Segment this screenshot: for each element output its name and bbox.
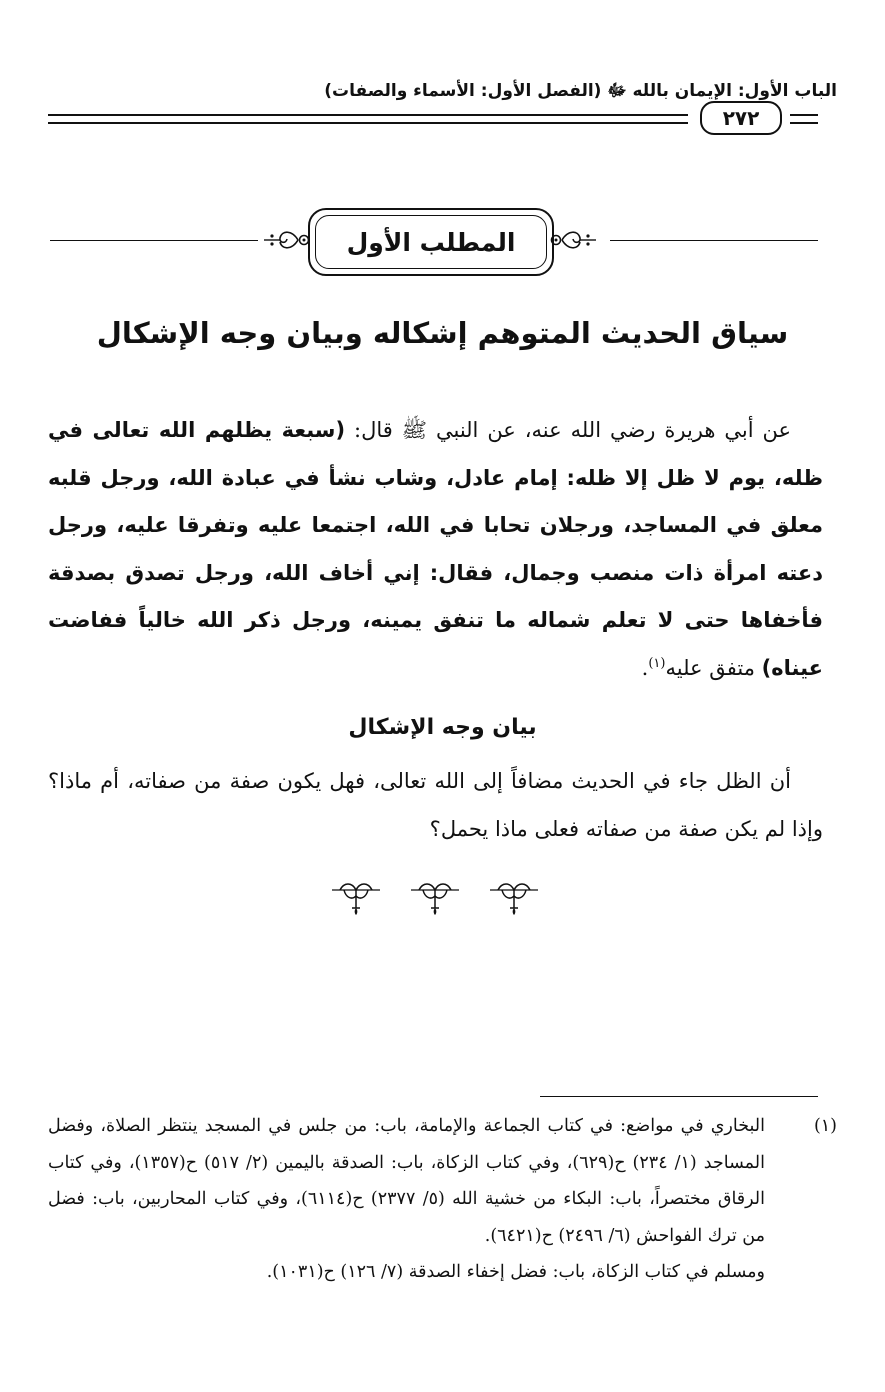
header-double-rule bbox=[48, 114, 688, 124]
hadith-paragraph bbox=[48, 407, 823, 692]
hadith-text: (سبعة يظلهم الله تعالى في ظله، يوم لا ظل إلا ظله: إمام عادل، وشاب نشأ في عبادة الله، ورجل قلبه معلق في المساجد، ورجلان تحابا في الله، اجتمعا عليه وتفرقا عليه، ورجل دعته امرأة ذات منصب وجمال، فقال: إني أخاف الله، ورجل تصدق بصدقة فأخفاها حتى لا تعلم شماله ما تنفق يمينه، ورجل ذكر الله خالياً ففاضت عيناه) bbox=[48, 418, 823, 680]
section-banner-inner bbox=[315, 215, 547, 269]
footnotes bbox=[48, 1108, 837, 1291]
footnote-rule bbox=[540, 1096, 818, 1097]
hadith-outro: متفق عليه bbox=[665, 655, 762, 680]
banner-title: المطلب الأول bbox=[346, 227, 516, 257]
problem-paragraph bbox=[48, 758, 823, 853]
hadith-end: . bbox=[641, 655, 649, 680]
section-banner bbox=[308, 208, 554, 276]
banner-rule-right bbox=[610, 240, 818, 241]
page-number-box bbox=[700, 101, 782, 135]
banner-rule-left bbox=[50, 240, 258, 241]
floral-scroll-icon bbox=[262, 226, 310, 254]
footnote-continuation: ومسلم في كتاب الزكاة، باب: فضل إخفاء الصدقة (٧/ ١٢٦) ح(١٠٣١). bbox=[266, 1262, 765, 1282]
running-title: الباب الأول: الإيمان بالله ﷻ (الفصل الأول: الأسماء والصفات) bbox=[324, 81, 837, 101]
problem-text: أن الظل جاء في الحديث مضافاً إلى الله تعالى، فهل يكون صفة من صفاته، أم ماذا؟ وإذا لم يكن صفة من صفاته فعلى ماذا يحمل؟ bbox=[48, 769, 823, 841]
fleuron-icon bbox=[409, 878, 461, 916]
fleuron-icon bbox=[488, 878, 540, 916]
footnote-number: (١) bbox=[813, 1116, 837, 1136]
footnote-item bbox=[48, 1108, 837, 1254]
fleuron-icon bbox=[330, 878, 382, 916]
page-number: ٢٧٢ bbox=[722, 106, 760, 130]
section-separator bbox=[330, 878, 540, 918]
floral-scroll-icon bbox=[550, 226, 598, 254]
footnote-reference[interactable]: (١) bbox=[648, 655, 666, 671]
hadith-intro: عن أبي هريرة رضي الله عنه، عن النبي ﷺ قال: bbox=[345, 418, 792, 442]
header-double-rule-edge bbox=[790, 114, 818, 124]
main-heading: سياق الحديث المتوهم إشكاله وبيان وجه الإشكال bbox=[96, 316, 789, 350]
problem-heading: بيان وجه الإشكال bbox=[348, 715, 537, 740]
footnote-text: البخاري في مواضع: في كتاب الجماعة والإمامة، باب: من جلس في المسجد ينتظر الصلاة، وفضل المساجد (١/ ٢٣٤) ح(٦٢٩)، وفي كتاب الزكاة، باب: الصدقة باليمين (٢/ ٥١٧) ح(١٣٥٧)، وفي كتاب الرقاق مختصراً، باب: البكاء من خشية الله (٥/ ٢٣٧٧) ح(٦١١٤)، وفي كتاب المحاربين، باب: فضل من ترك الفواحش (٦/ ٢٤٩٦) ح(٦٤٢١). bbox=[48, 1116, 765, 1246]
